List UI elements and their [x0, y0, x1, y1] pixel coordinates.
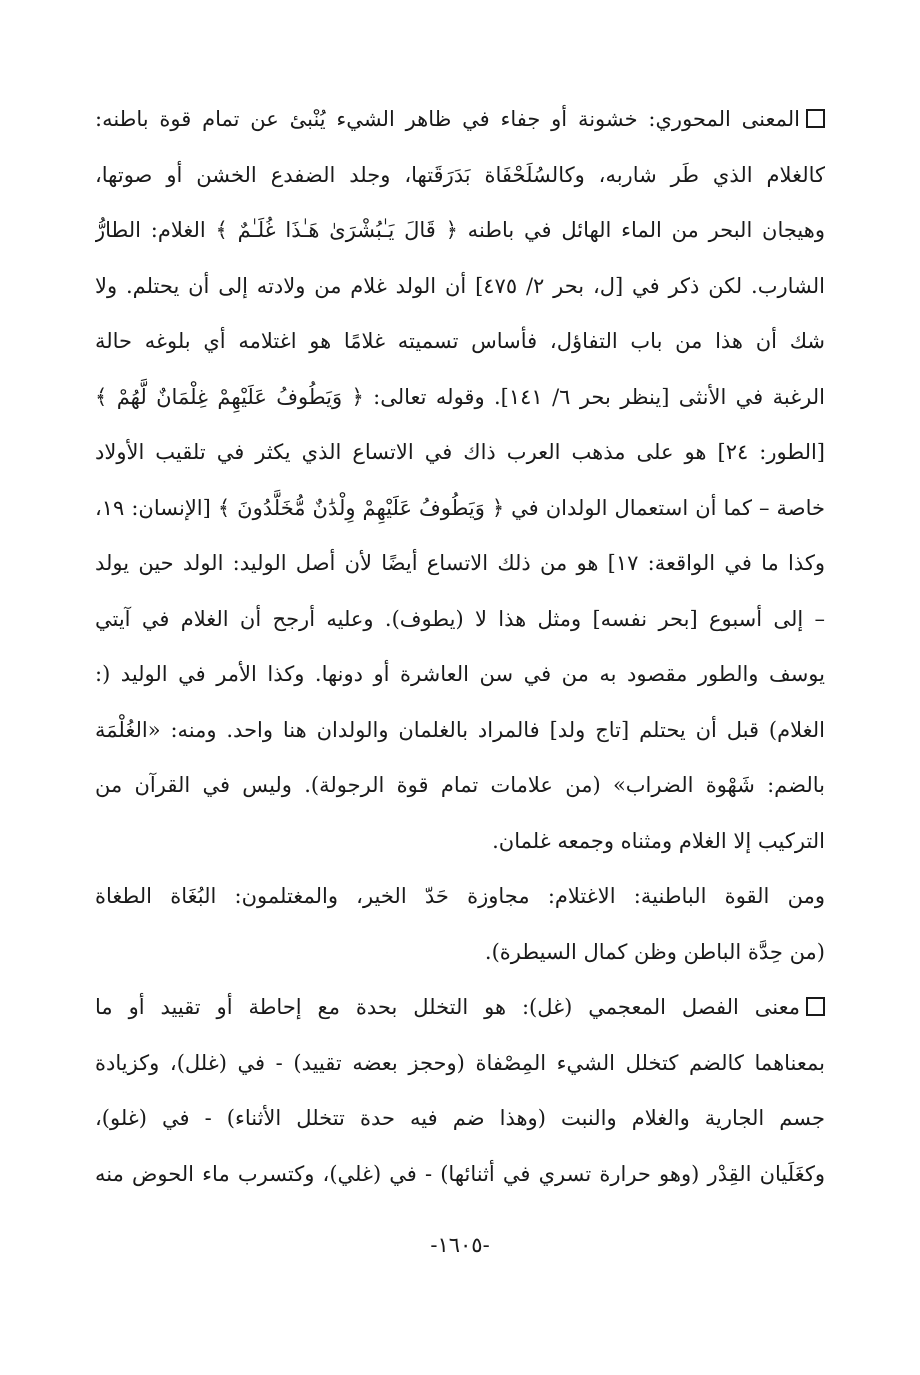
text-line: – إلى أسبوع [بحر نفسه] ومثل هذا لا (يطوف). وعليه أرجح أن الغلام في آيتي [95, 606, 825, 631]
square-bullet-icon [806, 997, 825, 1016]
square-bullet-icon [806, 109, 825, 128]
text-line: ومن القوة الباطنية: الاغتلام: مجاوزة حَدّ الخير، والمغتلمون: البُغَاة الطغاة [95, 884, 825, 908]
text-line: [الطور: ٢٤] هو على مذهب العرب ذاك في الاتساع الذي يكثر في تلقيب الأولاد [95, 440, 825, 464]
document-body [95, 92, 825, 1202]
text-line: شك أن هذا من باب التفاؤل، فأساس تسميته غلامًا هو اغتلامه أي بلوغه حالة [95, 329, 825, 353]
text-line: الغلام) قبل أن يحتلم [تاج ولد] فالمراد بالغلمان والولدان هنا واحد. ومنه: «الغُلْمَة [95, 717, 825, 742]
text-line [95, 980, 825, 1036]
line-text: المعنى المحوري: خشونة أو جفاء في ظاهر الشيء يُنْبئ عن تمام قوة باطنه: [95, 107, 800, 131]
line-text: معنى الفصل المعجمي (غل): هو التخلل بحدة مع إحاطة أو تقييد أو ما [95, 995, 800, 1019]
text-line: (من حِدَّة الباطن وظن كمال السيطرة). [484, 939, 825, 964]
text-line [95, 92, 825, 148]
text-line: التركيب إلا الغلام ومثناه وجمعه غلمان. [492, 828, 825, 853]
text-line: يوسف والطور مقصود به من في سن العاشرة أو دونها. وكذا الأمر في الوليد (: [95, 662, 825, 686]
text-line: وكذا ما في الواقعة: ١٧] هو من ذلك الاتساع أيضًا لأن أصل الوليد: الولد حين يولد [95, 551, 825, 575]
text-line: بمعناهما كالضم كتخلل الشيء المِصْفاة (وحجز بعضه تقييد) - في (غلل)، وكزيادة [95, 1050, 825, 1075]
text-line: كالغلام الذي طَر شاربه، وكالسُلَحْفَاة بَدَرَقَتها، وجلد الضفدع الخشن أو صوتها، [95, 162, 825, 187]
text-line: وكغَلَيان القِدْر (وهو حرارة تسري في أثنائها) - في (غلي)، وكتسرب ماء الحوض منه [95, 1161, 825, 1186]
text-line: الرغبة في الأنثى [ينظر بحر ٦/ ١٤١]. وقوله تعالى: ﴿ وَيَطُوفُ عَلَيْهِمْ غِلْمَانٌ لَّهُمْ ﴾ [95, 384, 825, 409]
text-line: الشارب. لكن ذكر في [ل، بحر ٢/ ٤٧٥] أن الولد غلام من ولادته إلى أن يحتلم. ولا [95, 273, 825, 298]
text-line: وهيجان البحر من الماء الهائل في باطنه ﴿ قَالَ يَـٰبُشْرَىٰ هَـٰذَا غُلَـٰمٌ ﴾ الغلام: الطارُّ [95, 218, 825, 242]
page-number: -١٦٠٥- [430, 1233, 490, 1257]
text-line: بالضم: شَهْوة الضراب» (من علامات تمام قوة الرجولة). وليس في القرآن من [95, 773, 825, 797]
text-line: جسم الجارية والغلام والنبت (وهذا ضم فيه حدة تتخلل الأثناء) - في (غلو)، [95, 1106, 825, 1130]
text-line: خاصة – كما أن استعمال الولدان في ﴿ وَيَطُوفُ عَلَيْهِمْ وِلْدَٰنٌ مُّخَلَّدُونَ ﴾ [الإنسان: ١٩، [95, 495, 825, 520]
